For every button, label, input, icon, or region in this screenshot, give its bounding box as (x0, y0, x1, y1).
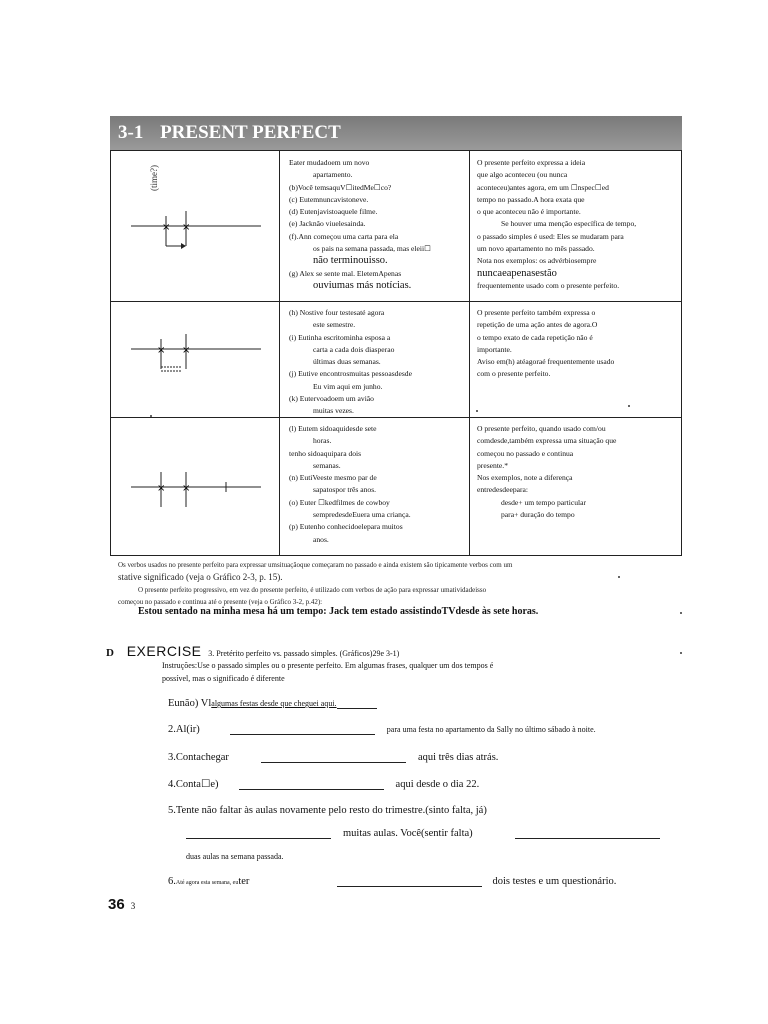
example-line: Eater mudadoem um novo (289, 158, 370, 167)
examples-cell (279, 151, 470, 301)
answer-blank[interactable] (515, 828, 660, 839)
example-line: não terminouisso. (313, 255, 388, 267)
instructions-line-2: possível, mas o significado é diferente (162, 674, 285, 683)
exercise-item-5-cont (186, 828, 660, 839)
example-line: este semestre. (313, 320, 356, 330)
item-text: aqui três dias atrás. (417, 752, 499, 763)
item-text: dois testes e um questionário. (492, 876, 617, 887)
chart-number: 3-1 (118, 122, 144, 143)
example-line: ouviumas más notícias. (313, 279, 412, 291)
notes-cell (469, 301, 681, 417)
note-line: com o presente perfeito. (477, 369, 551, 379)
timeline-diagram (131, 329, 261, 389)
footnote-line: O presente perfeito progressivo, em vez do presente perfeito, é utilizado com verbos de ação para expressar umatividadeisso (138, 586, 487, 594)
note-line: para+ duração do tempo (501, 510, 575, 520)
timeline-diagram (131, 206, 261, 266)
chart-row-3 (111, 417, 681, 555)
answer-blank[interactable] (337, 876, 482, 887)
timeline-cell (111, 417, 280, 555)
example-line: apartamento. (313, 170, 353, 180)
note-line: O presente perfeito também expressa o (477, 308, 596, 317)
svg-text:×: × (182, 345, 191, 356)
page-number (108, 896, 135, 913)
note-line: O presente perfeito, quando usado com/ou (477, 424, 606, 433)
example-line: tenho sidoaquipara dois (289, 448, 362, 458)
example-line: (b)Você temsaquV☐itedMe☐co? (289, 182, 392, 192)
example-line: (c) Eutemnuncavistoneve. (289, 194, 369, 204)
note-line: nuncaeapenasestão (477, 267, 557, 279)
example-line: (n) EutiVeeste mesmo par de (289, 473, 377, 483)
note-line: Aviso em(h) atéagoraé frequentemente usado (477, 357, 615, 367)
exercise-item-3 (168, 752, 498, 763)
example-line: (p) Eutenho conhecidoelepara muitos (289, 522, 403, 532)
exercise-word: EXERCISE (126, 643, 202, 659)
note-line: que algo aconteceu (ou nunca (477, 170, 568, 180)
note-line: frequentemente usado com o presente perfeito. (477, 280, 620, 290)
example-line: os pais na semana passada, mas eleii☐ (313, 244, 431, 254)
note-line: Nota nos exemplos: os advérbiosempre (477, 256, 597, 266)
grammar-chart (110, 150, 682, 556)
timeline-cell (111, 151, 280, 301)
footnote-line: começou no passado e continua até o presente (veja o Gráfico 3-2, p.42): (118, 598, 323, 606)
note-line: um novo apartamento no mês passado. (477, 244, 595, 254)
example-line: (j) Eutive encontrosmuitas pessoasdesde (289, 369, 412, 379)
example-line: (d) Eutenjavistoaquele filme. (289, 207, 378, 217)
svg-text:×: × (182, 222, 191, 233)
svg-text:×: × (157, 483, 166, 494)
note-line: o que aconteceu não é importante. (477, 207, 581, 217)
svg-text:×: × (162, 222, 171, 233)
scan-speck (476, 410, 478, 412)
note-line: aconteceu)antes agora, em um ☐nspec☐ed (477, 182, 609, 192)
example-line: (g) Alex se sente mal. EletemApenas (289, 268, 402, 278)
note-line: começou no passado e continua (477, 448, 574, 458)
example-line: (e) Jacknão viuelesainda. (289, 219, 366, 229)
example-line: (o) Euter ☐kedfilmes de cowboy (289, 497, 390, 507)
note-line: comdesde,também expressa uma situação que (477, 436, 617, 446)
exercise-subtitle: 3. Pretérito perfeito vs. passado simples. (Gráficos)29e 3-1) (208, 649, 400, 658)
footnote-example: Estou sentado na minha mesa há um tempo: Jack tem estado assistindoTVdesde às sete horas. (138, 606, 539, 617)
answer-blank[interactable] (186, 828, 331, 839)
example-line: muitas vezes. (313, 406, 354, 416)
item-number: 5.Tente não faltar às aulas novamente pelo resto do trimestre. (168, 805, 426, 816)
example-line: sempredesdeEuera uma criança. (313, 510, 411, 520)
item-verb: ter (238, 876, 250, 887)
scan-speck (680, 652, 682, 654)
chart-row-1 (111, 151, 681, 302)
example-line: sapatospor três anos. (313, 485, 377, 495)
note-line: O presente perfeito expressa a ideia (477, 158, 586, 167)
exercise-item-1 (168, 698, 377, 709)
page-number-mark: 3 (130, 901, 136, 911)
note-line: o tempo exato de cada repetição não é (477, 332, 593, 342)
exercise-item-4 (168, 778, 479, 790)
example-line: horas. (313, 436, 332, 446)
chart-row-2 (111, 301, 681, 418)
footnote-line: Os verbos usados no presente perfeito para expressar umsituaçãoque começaram no passado e ainda existem são tipicamente verbos com um (118, 561, 513, 569)
examples-cell (279, 417, 470, 555)
note-line: presente.* (477, 460, 508, 470)
exercise-item-6 (168, 876, 616, 887)
scan-speck (628, 405, 630, 407)
item-text: duas aulas na semana passada. (186, 852, 284, 861)
item-number: 6. (168, 876, 176, 887)
examples-cell (279, 301, 470, 417)
scan-speck (618, 576, 620, 578)
svg-text:×: × (157, 345, 166, 356)
item-number: 2.Al(ir) (168, 724, 200, 735)
example-line: carta a cada dois diasperao (313, 344, 395, 354)
note-line: desde+ um tempo particular (501, 497, 587, 507)
example-line: semanas. (313, 460, 341, 470)
scan-speck (680, 612, 682, 614)
note-line: tempo no passado.A hora exata que (477, 194, 585, 204)
item-number: Eunão) Vl (168, 698, 212, 709)
exercise-item-5 (168, 805, 487, 816)
answer-blank[interactable] (261, 752, 406, 763)
notes-cell (469, 417, 681, 555)
exercise-item-2 (168, 724, 596, 735)
note-line: repetição de uma ação antes de agora.O (477, 320, 598, 330)
item-text: muitas aulas. Você(sentir falta) (343, 828, 473, 839)
scan-speck (150, 415, 152, 417)
example-line: (i) Eutinha escritominha esposa a (289, 332, 391, 342)
item-text: algumas festas desde que cheguei aqui. (211, 699, 337, 708)
exercise-instructions (162, 659, 542, 685)
footnote-line: stative significado (veja o Gráfico 2-3, p. 15). (118, 572, 283, 582)
item-number: 4.Conta☐e) (168, 779, 219, 790)
example-line: (l) Eutem sidoaquidesde sete (289, 424, 377, 433)
answer-blank[interactable] (230, 724, 375, 735)
note-line: importante. (477, 344, 512, 354)
timeline-diagram (131, 467, 261, 527)
note-line: Se houver uma menção específica de tempo, (501, 219, 637, 229)
example-line: (k) Eutervoadoem um avião (289, 394, 374, 404)
notes-cell (469, 151, 681, 301)
example-line: Eu vim aqui em junho. (313, 381, 383, 391)
example-line: últimas duas semanas. (313, 357, 381, 367)
item-text: (sinto falta, já) (425, 805, 487, 816)
note-line: Nos exemplos, note a diferença (477, 473, 573, 483)
item-number: 3.Contachegar (168, 752, 229, 763)
example-line: (f).Ann começou uma carta para ela (289, 231, 399, 241)
example-line: anos. (313, 534, 329, 544)
item-pre: Até agora esta semana, eu (175, 880, 239, 886)
page-number-value: 36 (108, 896, 125, 913)
example-line: (h) Nostive four testesaté agora (289, 308, 385, 317)
chart-title: PRESENT PERFECT (160, 122, 341, 143)
exercise-item-5-end (186, 852, 284, 861)
item-text: para uma festa no apartamento da Sally no último sábado à noite. (386, 725, 596, 734)
timeline-cell (111, 301, 280, 417)
answer-blank[interactable] (239, 779, 384, 790)
exercise-heading (106, 643, 399, 659)
chart-header (110, 116, 682, 150)
answer-blank[interactable] (337, 698, 377, 709)
exercise-marker: D (106, 647, 114, 659)
time-label: (time?) (149, 165, 159, 191)
note-line: entredesdeepara: (477, 485, 529, 495)
note-line: o passado simples é used: Eles se mudaram para (477, 231, 624, 241)
svg-text:×: × (182, 483, 191, 494)
instructions-line-1: Instruções:Use o passado simples ou o presente perfeito. Em algumas frases, qualquer um dos tempos é (162, 661, 494, 670)
item-text: aqui desde o dia 22. (395, 779, 480, 790)
